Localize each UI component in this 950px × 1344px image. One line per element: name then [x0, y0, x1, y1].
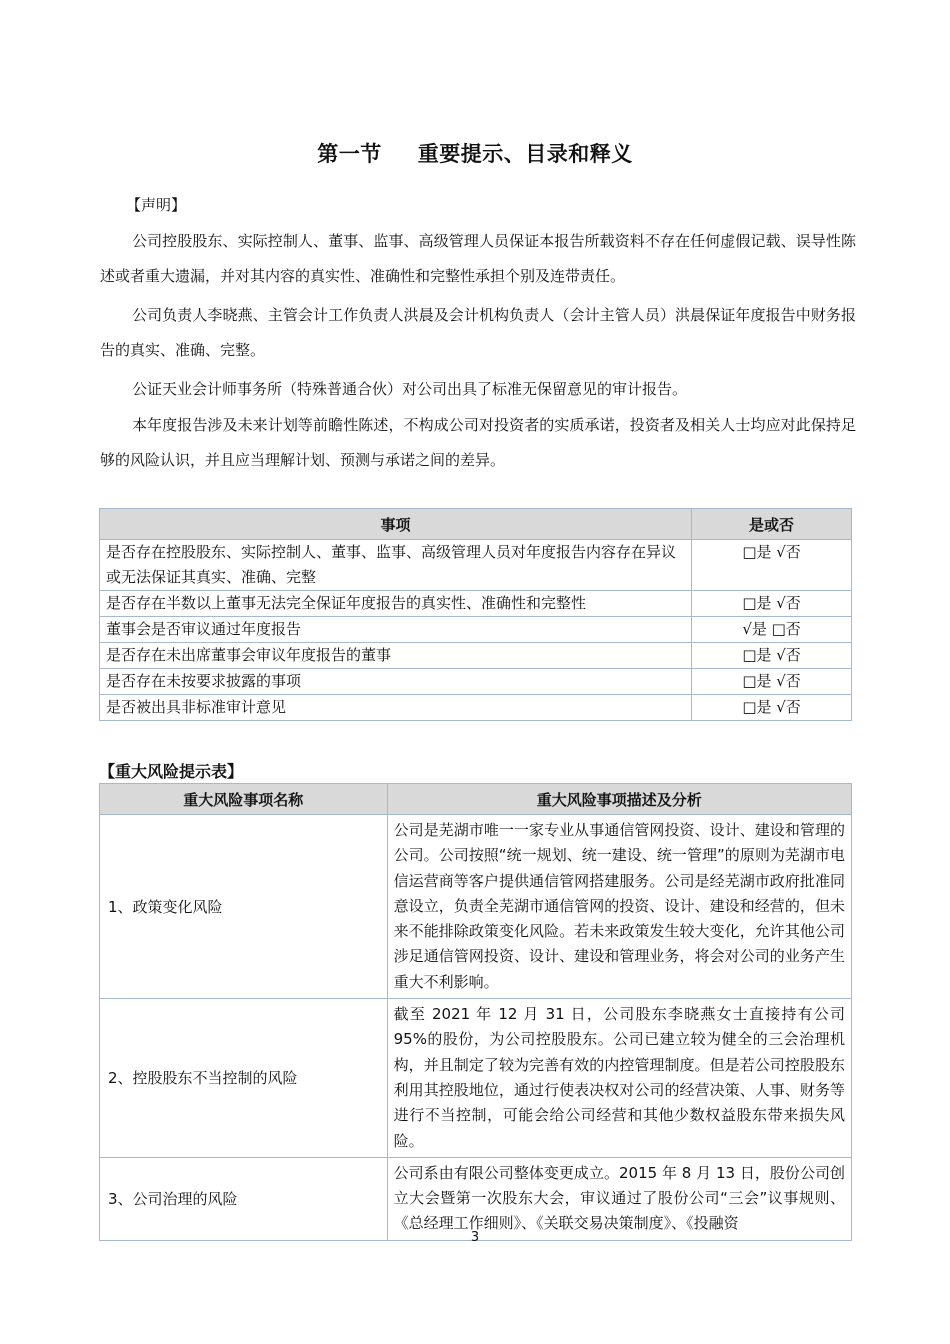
risk-desc-cell: 公司是芜湖市唯一一家专业从事通信管网投资、设计、建设和管理的公司。公司按照“统一规划、统一建设、统一管理”的原则为芜湖市电信运营商等客户提供通信管网搭建服务。公司是经芜湖市政府批准同意设立，负责全芜湖市通信管网的投资、设计、建设和经营的，但未来不能排除政策变化风险。若未来政策发生较大变化，允许其他公司涉足通信管网投资、设计、建设和管理业务，将会对公司的业务产生重大不利影响。 [387, 815, 851, 999]
column-header-risk-desc: 重大风险事项描述及分析 [387, 784, 851, 815]
page-title [0, 138, 950, 168]
table-row [100, 540, 852, 591]
answer-cell: √是 □否 [692, 617, 852, 643]
table-row [100, 815, 852, 999]
column-header-answer: 是或否 [692, 509, 852, 540]
confirmation-table [99, 508, 852, 721]
item-cell: 是否存在半数以上董事无法完全保证年度报告的真实性、准确性和完整性 [100, 591, 692, 617]
table-row [100, 1157, 852, 1240]
declaration-paragraph-1: 公司控股股东、实际控制人、董事、监事、高级管理人员保证本报告所载资料不存在任何虚假记载、误导性陈述或者重大遗漏，并对其内容的真实性、准确性和完整性承担个别及连带责任。 [100, 232, 856, 285]
item-cell: 是否存在未按要求披露的事项 [100, 669, 692, 695]
section-number: 第一节 [317, 142, 382, 166]
item-cell: 是否存在未出席董事会审议年度报告的董事 [100, 643, 692, 669]
risk-desc-cell: 截至 2021 年 12 月 31 日，公司股东李晓燕女士直接持有公司 95%的股份，为公司控股股东。公司已建立较为健全的三会治理机构，并且制定了较为完善有效的内控管理制度。但是若公司控股股东利用其控股地位，通过行使表决权对公司的经营决策、人事、财务等进行不当控制，可能会给公司经营和其他少数权益股东带来损失风险。 [387, 999, 851, 1158]
item-cell: 是否存在控股股东、实际控制人、董事、监事、高级管理人员对年度报告内容存在异议或无法保证其真实、准确、完整 [100, 540, 692, 591]
answer-cell: □是 √否 [692, 591, 852, 617]
table-row [100, 999, 852, 1158]
risk-desc-cell: 公司系由有限公司整体变更成立。2015 年 8 月 13 日，股份公司创立大会暨第一次股东大会，审议通过了股份公司“三会”议事规则、《总经理工作细则》、《关联交易决策制度》、《投融资 [387, 1157, 851, 1240]
declaration-paragraph-2: 公司负责人李晓燕、主管会计工作负责人洪晨及会计机构负责人（会计主管人员）洪晨保证年度报告中财务报告的真实、准确、完整。 [100, 306, 856, 359]
table-row [100, 591, 852, 617]
column-header-item: 事项 [100, 509, 692, 540]
declaration-paragraph-3: 公证天业会计师事务所（特殊普通合伙）对公司出具了标准无保留意见的审计报告。 [132, 380, 688, 398]
table-row [100, 643, 852, 669]
table-header-row [100, 509, 852, 540]
answer-cell: □是 √否 [692, 540, 852, 591]
section-name: 重要提示、目录和释义 [417, 142, 633, 166]
answer-cell: □是 √否 [692, 695, 852, 721]
item-cell: 是否被出具非标准审计意见 [100, 695, 692, 721]
risk-name-cell: 2、控股股东不当控制的风险 [100, 999, 388, 1158]
answer-cell: □是 √否 [692, 643, 852, 669]
risk-table [99, 783, 852, 1241]
declaration-heading: 【声明】 [126, 196, 187, 214]
risk-name-cell: 3、公司治理的风险 [100, 1157, 388, 1240]
page-number: 3 [470, 1230, 480, 1245]
table-row [100, 617, 852, 643]
answer-cell: □是 √否 [692, 669, 852, 695]
table-row [100, 695, 852, 721]
table-header-row [100, 784, 852, 815]
risk-table-heading: 【重大风险提示表】 [99, 762, 244, 781]
column-header-risk-name: 重大风险事项名称 [100, 784, 388, 815]
risk-name-cell: 1、政策变化风险 [100, 815, 388, 999]
item-cell: 董事会是否审议通过年度报告 [100, 617, 692, 643]
declaration-paragraph-4: 本年度报告涉及未来计划等前瞻性陈述，不构成公司对投资者的实质承诺，投资者及相关人士均应对此保持足够的风险认识，并且应当理解计划、预测与承诺之间的差异。 [100, 416, 856, 469]
table-row [100, 669, 852, 695]
